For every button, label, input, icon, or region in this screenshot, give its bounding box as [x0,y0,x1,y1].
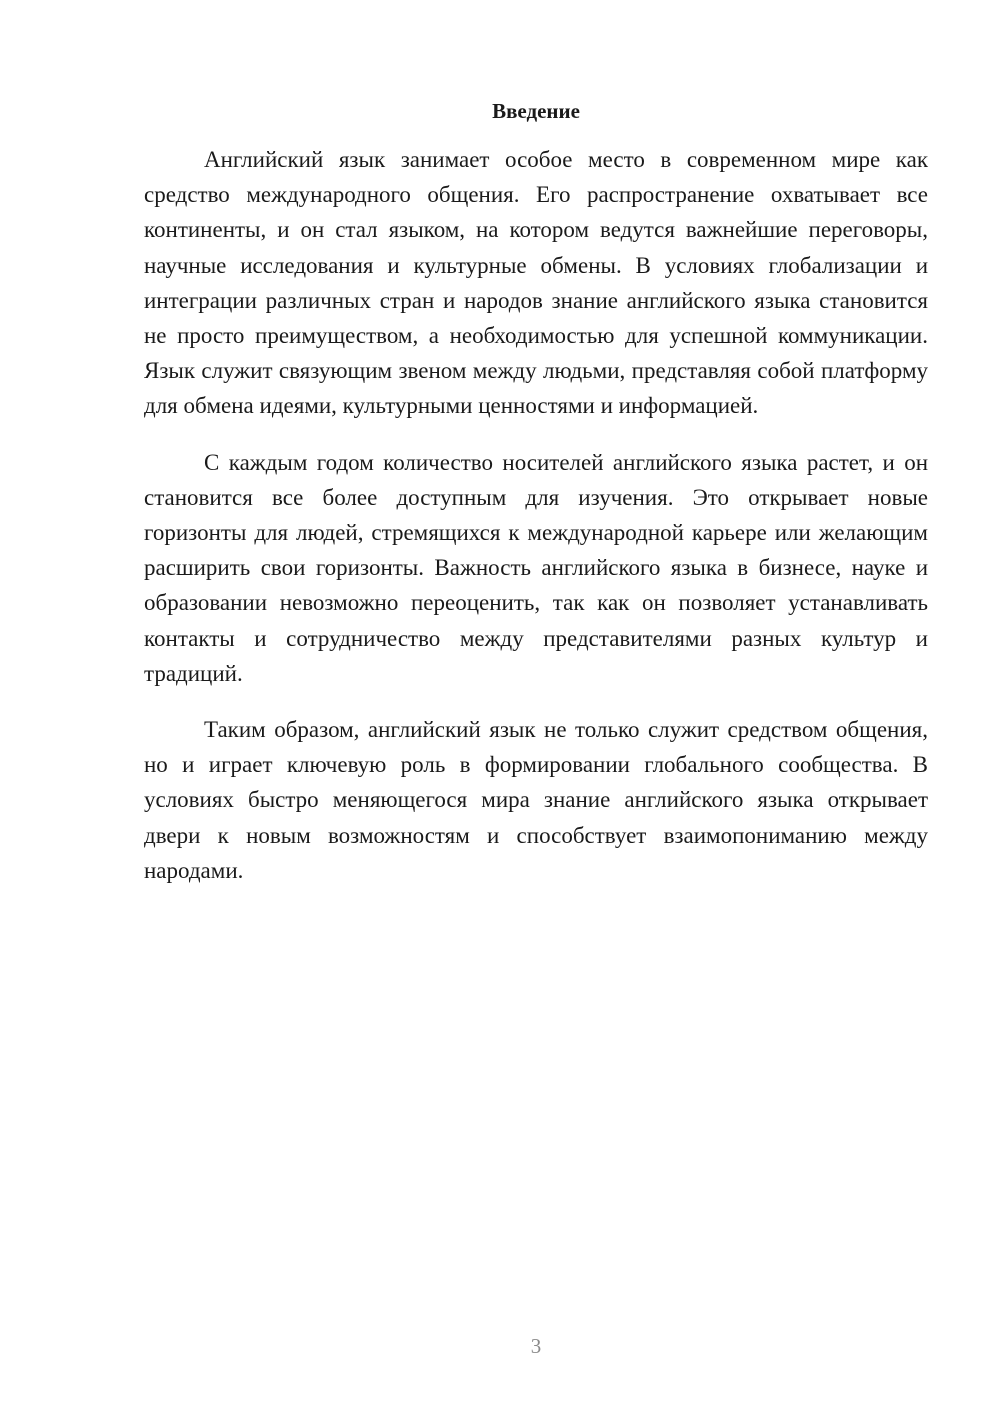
page-number: 3 [530,1334,542,1358]
body-text [144,142,928,909]
paragraph-3: Таким образом, английский язык не только служит средством общения, но и играет ключевую роль в формировании глобального сообщества. В условиях быстро меняющегося мира знание английского языка открывает двери к новым возможностям и способствует взаимопониманию между народами. [144,717,928,883]
paragraph-2: С каждым годом количество носителей английского языка растет, и он становится все более доступным для изучения. Это открывает новые горизонты для людей, стремящихся к международной карьере или желающим расширить свои горизонты. Важность английского языка в бизнесе, науке и образовании невозможно переоценить, так как он позволяет устанавливать контакты и сотрудничество между представителями разных культур и традиций. [144,449,928,686]
paragraph-1: Английский язык занимает особое место в современном мире как средство международного общения. Его распространение охватывает все континенты, и он стал языком, на котором ведутся важнейшие переговоры, научные исследования и культурные обмены. В условиях глобализации и интеграции различных стран и народов знание английского языка становится не просто преимуществом, а необходимостью для успешной коммуникации. Язык служит связующим звеном между людьми, представляя собой платформу для обмена идеями, культурными ценностями и информацией. [144,147,928,419]
section-heading: Введение [492,99,580,123]
